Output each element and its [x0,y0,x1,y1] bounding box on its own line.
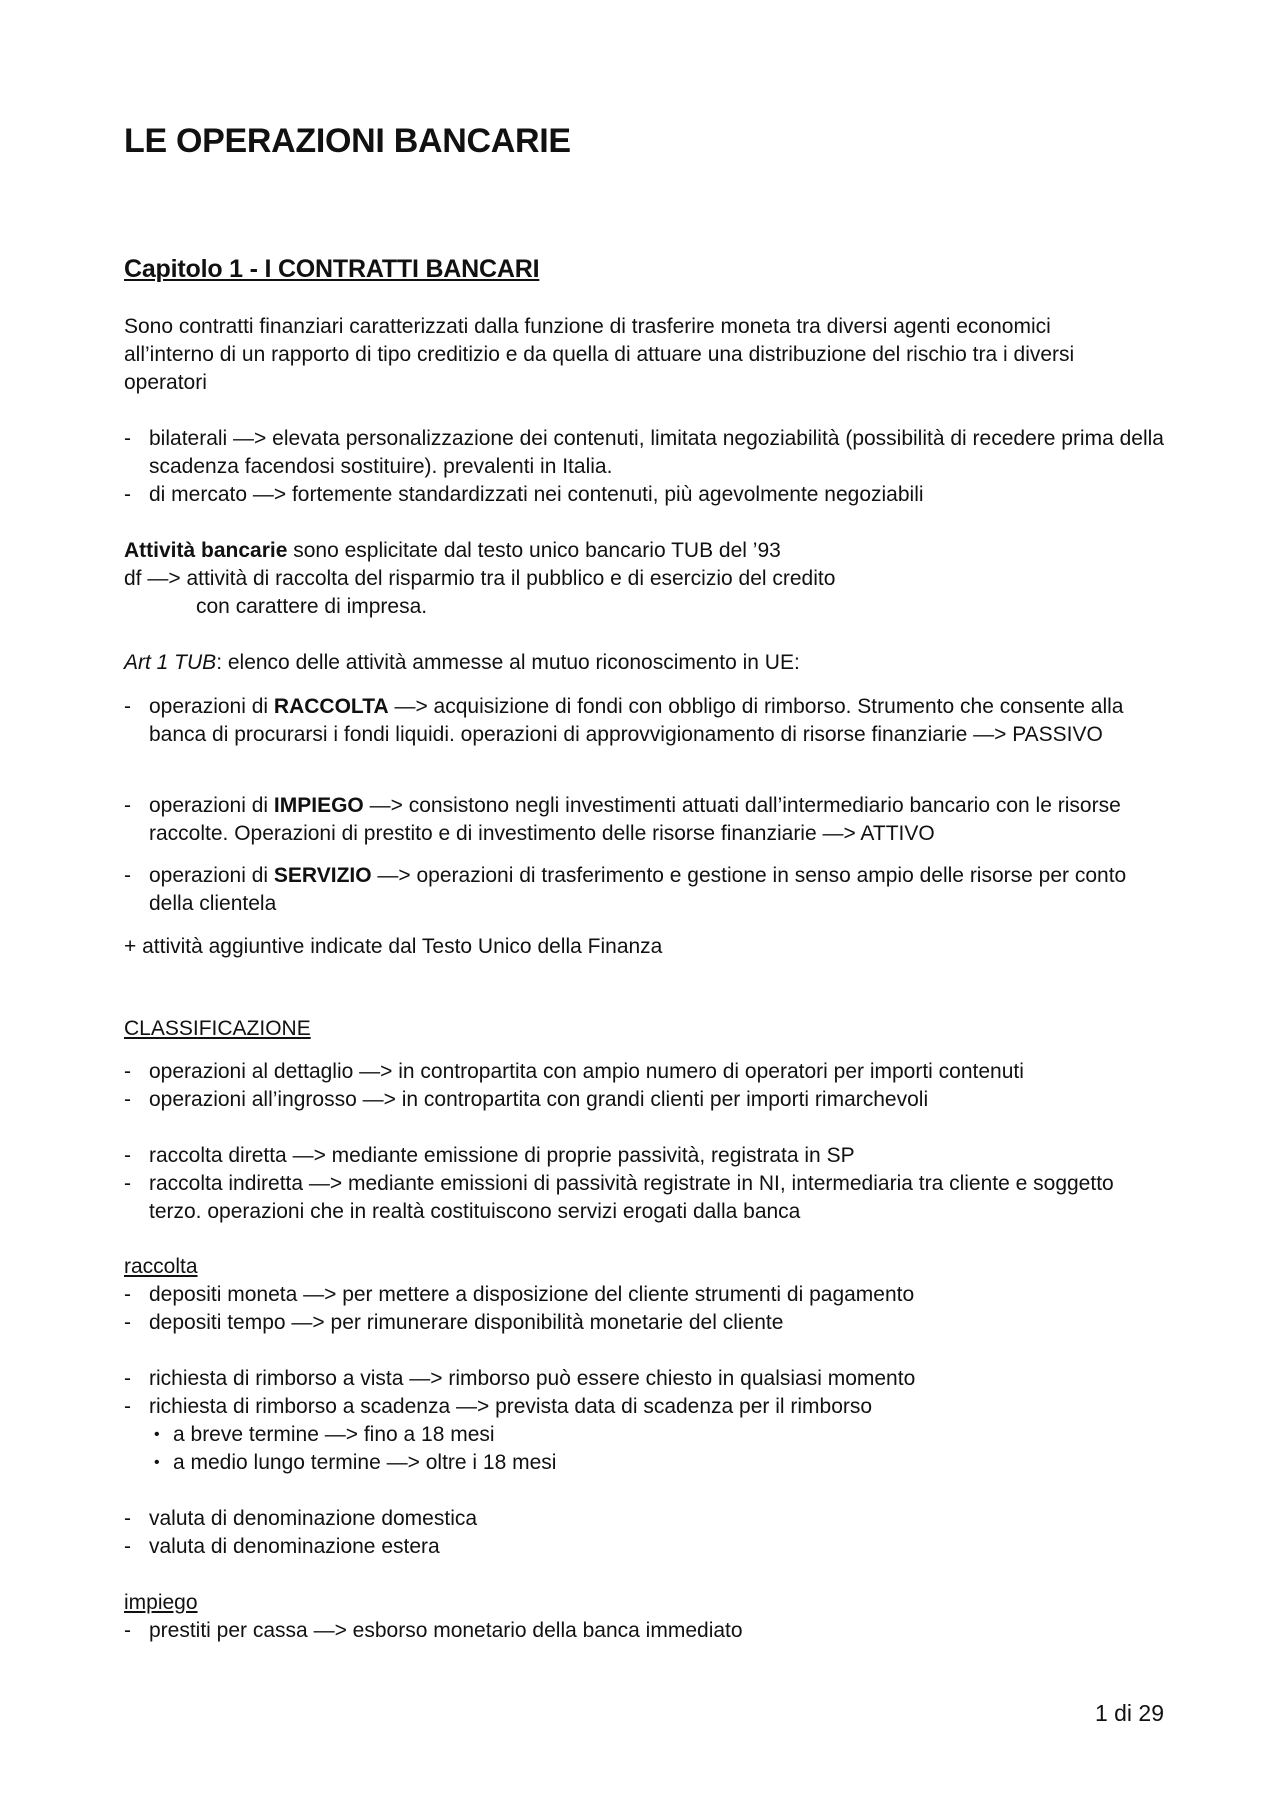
dash-bullet: - [124,1283,131,1306]
list-item-text: operazioni di RACCOLTA —> acquisizione di fondi con obbligo di rimborso. Strumento che consente alla banca di procurarsi i fondi liquidi. operazioni di approvvigionamento di risorse finanziarie —> PASSIVO [149,695,1124,746]
list-item-text: raccolta diretta —> mediante emissione di proprie passività, registrata in SP [149,1144,855,1167]
list-item [124,1086,1164,1114]
dash-bullet: - [124,1535,131,1558]
list-item-text: operazioni di SERVIZIO —> operazioni di trasferimento e gestione in senso ampio delle risorse per conto della clientela [149,864,1127,915]
list-item-text: operazioni al dettaglio —> in contropartita con ampio numero di operatori per importi contenuti [149,1060,1024,1083]
dash-bullet: - [124,695,131,718]
list-item-text: bilaterali —> elevata personalizzazione dei contenuti, limitata negoziabilità (possibilità di recedere prima della scadenza facendosi sostituire). prevalenti in Italia. [149,427,1164,478]
dot-bullet: • [154,1426,160,1443]
list-item [124,693,1164,749]
art1-rest: : elenco delle attività ammesse al mutuo riconoscimento in UE: [216,651,800,674]
sub-list-item [124,1421,1164,1449]
list-item [124,1505,1164,1533]
list-item [124,1170,1164,1226]
list-item [124,425,1164,481]
list-item-text: operazioni all’ingrosso —> in contropartita con grandi clienti per importi rimarchevoli [149,1088,929,1111]
dash-bullet: - [124,1311,131,1334]
list-item-text: valuta di denominazione estera [149,1535,440,1558]
dash-bullet: - [124,1367,131,1390]
definition-continuation: con carattere di impresa. [196,595,428,618]
list-item-text: richiesta di rimborso a vista —> rimborso può essere chiesto in qualsiasi momento [149,1367,916,1390]
list-item [124,1365,1164,1393]
art1-reference: Art 1 TUB [124,651,217,674]
attivita-line [124,537,781,565]
dash-bullet: - [124,864,131,887]
section-heading-classificazione: CLASSIFICAZIONE [124,1017,311,1040]
list-item [124,1533,1164,1561]
dash-bullet: - [124,1144,131,1167]
list-item [124,862,1164,918]
list-item-text: valuta di denominazione domestica [149,1507,478,1530]
dash-bullet: - [124,427,131,450]
list-item-text: raccolta indiretta —> mediante emissioni di passività registrate in NI, intermediaria tra cliente e soggetto terzo. operazioni che in realtà costituiscono servizi erogati dalla banca [149,1172,1114,1223]
dash-bullet: - [124,794,131,817]
attivita-bold-term: Attività bancarie [124,539,288,562]
dash-bullet: - [124,1395,131,1418]
list-item-text: depositi moneta —> per mettere a disposizione del cliente strumenti di pagamento [149,1283,915,1306]
list-item-text: richiesta di rimborso a scadenza —> prevista data di scadenza per il rimborso [149,1395,873,1418]
sub-list-item [124,1449,1164,1477]
sub-list-item-text: a medio lungo termine —> oltre i 18 mesi [173,1451,557,1474]
list-item-text: prestiti per cassa —> esborso monetario della banca immediato [149,1619,743,1642]
document-page [124,0,1164,1811]
sub-list-item-text: a breve termine —> fino a 18 mesi [173,1423,495,1446]
list-item [124,1617,1164,1645]
dash-bullet: - [124,1172,131,1195]
definition-line: df —> attività di raccolta del risparmio tra il pubblico e di esercizio del credito [124,567,836,590]
document-title: LE OPERAZIONI BANCARIE [124,122,571,160]
dash-bullet: - [124,1619,131,1642]
list-item [124,1142,1164,1170]
list-item-text: di mercato —> fortemente standardizzati nei contenuti, più agevolmente negoziabili [149,483,924,506]
list-item [124,792,1164,848]
list-item [124,1309,1164,1337]
attivita-rest: sono esplicitate dal testo unico bancario TUB del ’93 [287,539,781,562]
intro-paragraph: Sono contratti finanziari caratterizzati dalla funzione di trasferire moneta tra diversi agenti economici all’interno di un rapporto di tipo creditizio e da quella di attuare una distribuzione del rischio tra i diversi operatori [124,315,1075,394]
plus-line: + attività aggiuntive indicate dal Testo Unico della Finanza [124,935,663,958]
list-item [124,1393,1164,1421]
list-item-text: depositi tempo —> per rimunerare disponibilità monetarie del cliente [149,1311,784,1334]
dash-bullet: - [124,1088,131,1111]
art1-line [124,649,800,677]
dot-bullet: • [154,1454,160,1471]
list-item [124,1058,1164,1086]
page-number: 1 di 29 [1094,1700,1164,1726]
list-item [124,1281,1164,1309]
dash-bullet: - [124,483,131,506]
list-item [124,481,1164,509]
section-heading-raccolta: raccolta [124,1255,198,1278]
dash-bullet: - [124,1060,131,1083]
chapter-heading: Capitolo 1 - I CONTRATTI BANCARI [124,255,540,283]
section-heading-impiego: impiego [124,1591,198,1614]
list-item-text: operazioni di IMPIEGO —> consistono negli investimenti attuati dall’intermediario bancario con le risorse raccolte. Operazioni di prestito e di investimento delle risorse finanziarie —> ATTIVO [149,794,1121,845]
dash-bullet: - [124,1507,131,1530]
